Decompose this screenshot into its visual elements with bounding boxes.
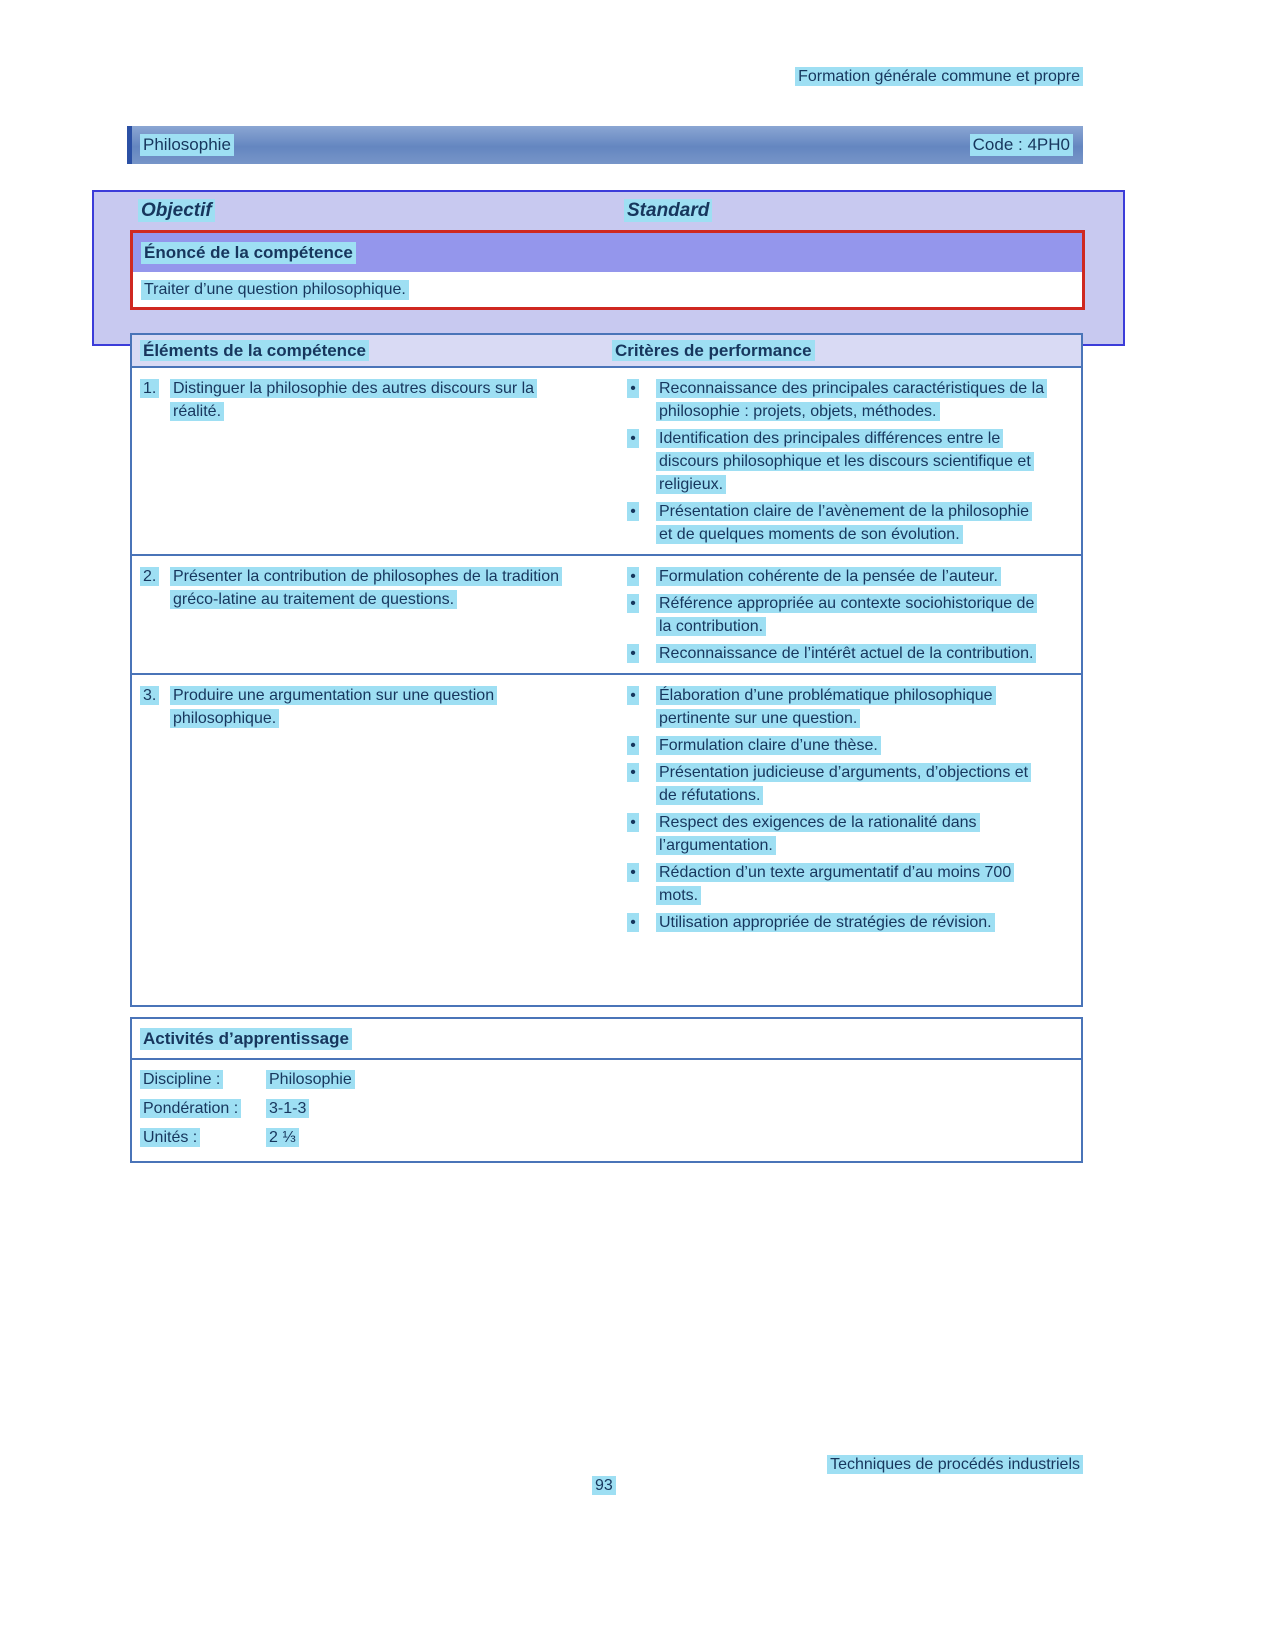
field-label: Discipline : — [140, 1070, 223, 1089]
field-label-box — [140, 1068, 266, 1091]
course-code: Code : 4PH0 — [970, 134, 1073, 156]
criterion-text-box — [656, 500, 1046, 546]
course-title: Philosophie — [140, 134, 234, 156]
header-note-line — [0, 68, 1083, 86]
criterion-item — [612, 377, 1073, 423]
bullet-icon — [624, 911, 642, 934]
row-number: 1. — [140, 379, 159, 398]
bullet-glyph: • — [627, 379, 639, 398]
bullet-glyph: • — [627, 736, 639, 755]
criterion-text: Formulation cohérente de la pensée de l’auteur. — [656, 567, 1001, 586]
bullet-glyph: • — [627, 863, 639, 882]
title-bar — [127, 126, 1083, 164]
criterion-text: Élaboration d’une problématique philosophique pertinente sur une question. — [656, 686, 996, 728]
criterion-text-box — [656, 592, 1046, 638]
bullet-glyph: • — [627, 594, 639, 613]
criterion-item — [612, 734, 1073, 757]
criterion-text-box — [656, 734, 1046, 757]
competence-header-row — [133, 233, 1082, 272]
bullet-glyph: • — [627, 567, 639, 586]
criterion-item — [612, 811, 1073, 857]
bullet-icon — [624, 734, 642, 757]
criterion-text: Identification des principales différences entre le discours philosophique et les discours scientifique et religieux. — [656, 429, 1034, 494]
criteria-cell — [612, 565, 1073, 669]
col2-header: Critères de performance — [612, 340, 815, 361]
criterion-text-box — [656, 377, 1046, 423]
activities-header: Activités d’apprentissage — [140, 1028, 352, 1050]
table-row — [132, 556, 1081, 675]
activity-field — [140, 1097, 1073, 1120]
row-number-box — [140, 377, 170, 400]
element-text: Produire une argumentation sur une question philosophique. — [170, 686, 497, 728]
col1-header: Éléments de la compétence — [140, 340, 369, 361]
bullet-glyph: • — [627, 686, 639, 705]
bullet-glyph: • — [627, 913, 639, 932]
col2-header-cell — [612, 341, 1081, 361]
competence-statement: Traiter d’une question philosophique. — [141, 280, 409, 300]
bullet-glyph: • — [627, 429, 639, 448]
activities-header-row — [132, 1019, 1081, 1060]
table-row — [132, 675, 1081, 942]
field-label: Unités : — [140, 1128, 200, 1147]
criterion-text: Présentation judicieuse d’arguments, d’objections et de réfutations. — [656, 763, 1031, 805]
criterion-text: Respect des exigences de la rationalité dans l’argumentation. — [656, 813, 980, 855]
element-text: Distinguer la philosophie des autres discours sur la réalité. — [170, 379, 537, 421]
criterion-text: Reconnaissance de l’intérêt actuel de la contribution. — [656, 644, 1036, 663]
field-value-box — [266, 1097, 309, 1120]
criterion-item — [612, 592, 1073, 638]
field-label: Pondération : — [140, 1099, 241, 1118]
footer-note-line — [0, 1456, 1083, 1474]
element-cell — [140, 377, 612, 550]
row-number: 2. — [140, 567, 159, 586]
bullet-icon — [624, 565, 642, 588]
criterion-text-box — [656, 761, 1046, 807]
criterion-text-box — [656, 427, 1046, 496]
bullet-icon — [624, 500, 642, 546]
col1-header-cell — [140, 341, 612, 361]
row-number-box — [140, 565, 170, 588]
field-value-box — [266, 1126, 299, 1149]
competence-body-row — [133, 272, 1082, 307]
criterion-text: Reconnaissance des principales caractéristiques de la philosophie : projets, objets, méthodes. — [656, 379, 1047, 421]
criterion-text: Rédaction d’un texte argumentatif d’au moins 700 mots. — [656, 863, 1014, 905]
field-value-box — [266, 1068, 355, 1091]
element-text-box — [170, 377, 582, 423]
bullet-icon — [624, 642, 642, 665]
bullet-icon — [624, 377, 642, 423]
criterion-item — [612, 861, 1073, 907]
bullet-icon — [624, 761, 642, 807]
table-body — [132, 368, 1081, 942]
criterion-text-box — [656, 911, 1046, 934]
criterion-item — [612, 684, 1073, 730]
activities-body — [132, 1060, 1081, 1149]
page-number: 93 — [592, 1476, 616, 1495]
criterion-item — [612, 565, 1073, 588]
table-header-row — [132, 335, 1081, 368]
criterion-text: Formulation claire d’une thèse. — [656, 736, 881, 755]
criteria-cell — [612, 377, 1073, 550]
criterion-text-box — [656, 684, 1046, 730]
element-cell — [140, 684, 612, 938]
row-number: 3. — [140, 686, 159, 705]
bullet-icon — [624, 861, 642, 907]
standard-heading-text: Standard — [624, 199, 712, 222]
criterion-text-box — [656, 861, 1046, 907]
element-text-box — [170, 565, 582, 611]
criterion-text-box — [656, 811, 1046, 857]
bullet-glyph: • — [627, 502, 639, 521]
criterion-item — [612, 911, 1073, 934]
bullet-glyph: • — [627, 763, 639, 782]
standard-heading — [624, 200, 712, 222]
field-label-box — [140, 1126, 266, 1149]
criterion-text-box — [656, 642, 1046, 665]
objectif-heading — [138, 200, 215, 222]
header-note: Formation générale commune et propre — [795, 67, 1083, 86]
bullet-glyph: • — [627, 644, 639, 663]
competence-table — [130, 333, 1083, 1007]
criterion-text: Référence appropriée au contexte sociohistorique de la contribution. — [656, 594, 1037, 636]
objectif-heading-text: Objectif — [138, 199, 215, 222]
field-label-box — [140, 1097, 266, 1120]
table-row — [132, 368, 1081, 556]
footer-note: Techniques de procédés industriels — [827, 1455, 1083, 1474]
activity-field — [140, 1126, 1073, 1149]
bullet-icon — [624, 592, 642, 638]
criterion-item — [612, 427, 1073, 496]
bullet-glyph: • — [627, 813, 639, 832]
field-value: 2 ⅓ — [266, 1128, 299, 1147]
criterion-text: Présentation claire de l’avènement de la philosophie et de quelques moments de son évolution. — [656, 502, 1032, 544]
competence-header: Énoncé de la compétence — [141, 242, 356, 264]
element-text-box — [170, 684, 582, 730]
criterion-item — [612, 761, 1073, 807]
objective-standard-panel — [92, 190, 1125, 346]
criterion-text-box — [656, 565, 1046, 588]
criterion-text: Utilisation appropriée de stratégies de révision. — [656, 913, 995, 932]
activities-box — [130, 1017, 1083, 1163]
criterion-item — [612, 500, 1073, 546]
page-number-line — [592, 1477, 616, 1495]
field-value: 3-1-3 — [266, 1099, 309, 1118]
element-text: Présenter la contribution de philosophes de la tradition gréco-latine au traitement de questions. — [170, 567, 562, 609]
field-value: Philosophie — [266, 1070, 355, 1089]
bullet-icon — [624, 684, 642, 730]
competence-statement-box — [130, 230, 1085, 310]
row-number-box — [140, 684, 170, 707]
activity-field — [140, 1068, 1073, 1091]
bullet-icon — [624, 427, 642, 496]
bullet-icon — [624, 811, 642, 857]
element-cell — [140, 565, 612, 669]
criterion-item — [612, 642, 1073, 665]
criteria-cell — [612, 684, 1073, 938]
